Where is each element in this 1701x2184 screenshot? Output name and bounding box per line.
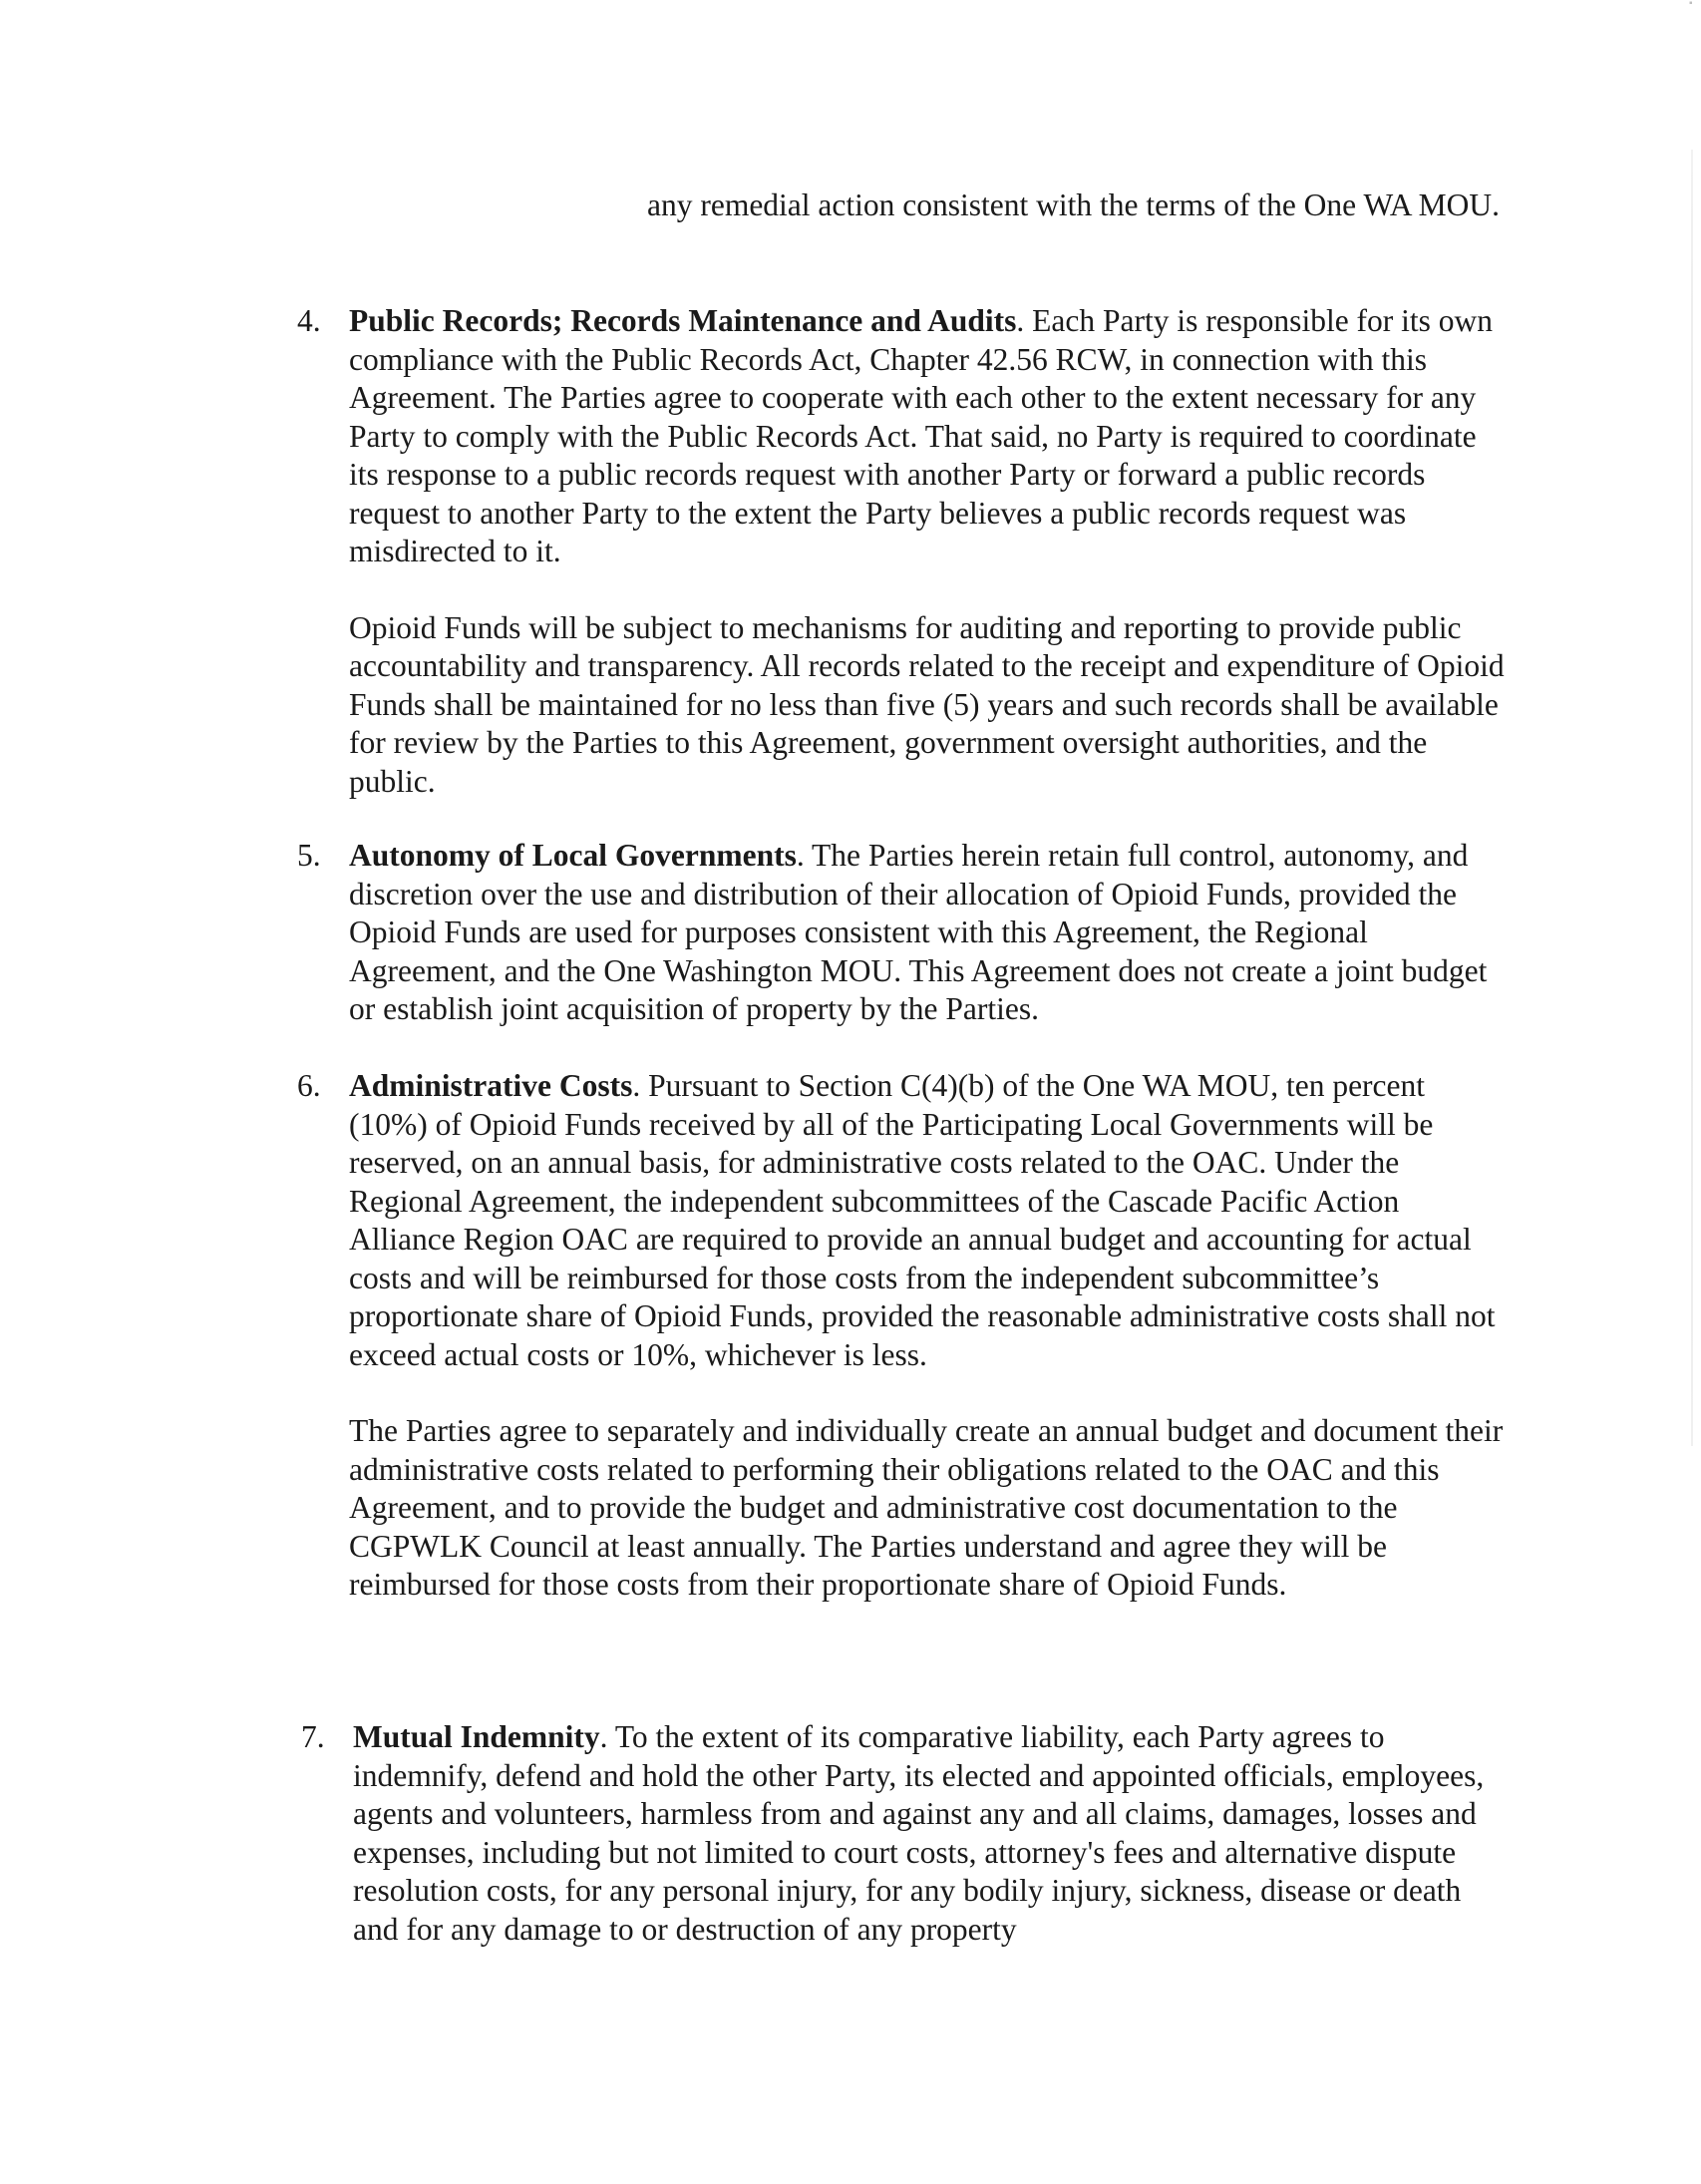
section-number: 4. [297, 303, 321, 338]
section-5 [297, 837, 1506, 1029]
section-paragraph [349, 302, 1506, 571]
section-body-text: . The Parties herein retain full control, autonomy, and discretion over the use and distribution of their allocation of Opioid Funds, provided the Opioid Funds are used for purposes consistent with this Agreement, the Regional Agreement, and the One Washington MOU. This Agreement does not create a joint budget or establish joint acquisition of property by the Parties. [349, 838, 1488, 1026]
section-body-text: . Pursuant to Section C(4)(b) of the One WA MOU, ten percent (10%) of Opioid Funds received by all of the Participating Local Governments will be reserved, on an annual basis, for administrative costs related to the OAC. Under the Regional Agreement, the independent subcommittees of the Cascade Pacific Action Alliance Region OAC are required to provide an annual budget and accounting for actual costs and will be reimbursed for those costs from the independent subcommittee’s proportionate share of Opioid Funds, provided the reasonable administrative costs shall not exceed actual costs or 10%, whichever is less. [349, 1068, 1496, 1372]
section-6 [297, 1067, 1506, 1605]
section-number: 7. [301, 1719, 325, 1754]
section-paragraph: The Parties agree to separately and individually create an annual budget and document their administrative costs related to performing their obligations related to the OAC and this Agreement, and to provide the budget and administrative cost documentation to the CGPWLK Council at least annually. The Parties understand and agree they will be reimbursed for those costs from their proportionate share of Opioid Funds. [349, 1413, 1504, 1602]
section-body-text: . Each Party is responsible for its own compliance with the Public Records Act, Chapter 42.56 RCW, in connection with this Agreement. The Parties agree to cooperate with each other to the extent necessary for any Party to comply with the Public Records Act. That said, no Party is required to coordinate its response to a public records request with another Party or forward a public records request to another Party to the extent the Party believes a public records request was misdirected to it. [349, 303, 1494, 568]
section-paragraph [353, 1718, 1506, 1949]
section-heading: Public Records; Records Maintenance and Audits [349, 303, 1017, 338]
section-heading: Autonomy of Local Governments [349, 838, 797, 873]
section-7 [301, 1718, 1506, 1949]
section-heading: Mutual Indemnity [353, 1719, 600, 1754]
scan-artifact-mark: ▪ [1689, 0, 1693, 9]
continuation-paragraph: any remedial action consistent with the terms of the One WA MOU. [647, 187, 1500, 222]
scan-edge-shadow [1691, 150, 1693, 1446]
section-number: 5. [297, 838, 321, 873]
section-paragraph: Opioid Funds will be subject to mechanisms for auditing and reporting to provide public accountability and transparency. All records related to the receipt and expenditure of Opioid Funds shall be maintained for no less than five (5) years and such records shall be available for review by the Parties to this Agreement, government oversight authorities, and the public. [349, 609, 1505, 799]
section-paragraph [349, 1067, 1506, 1374]
section-heading: Administrative Costs [349, 1068, 633, 1103]
section-paragraph [349, 837, 1506, 1029]
section-body-text: . To the extent of its comparative liability, each Party agrees to indemnify, defend and hold the other Party, its elected and appointed officials, employees, agents and volunteers, harmless from and against any and all claims, damages, losses and expenses, including but not limited to court costs, attorney's fees and alternative dispute resolution costs, for any personal injury, for any bodily injury, sickness, disease or death and for any damage to or destruction of any property [353, 1719, 1485, 1947]
section-4 [297, 302, 1506, 801]
section-number: 6. [297, 1068, 321, 1103]
